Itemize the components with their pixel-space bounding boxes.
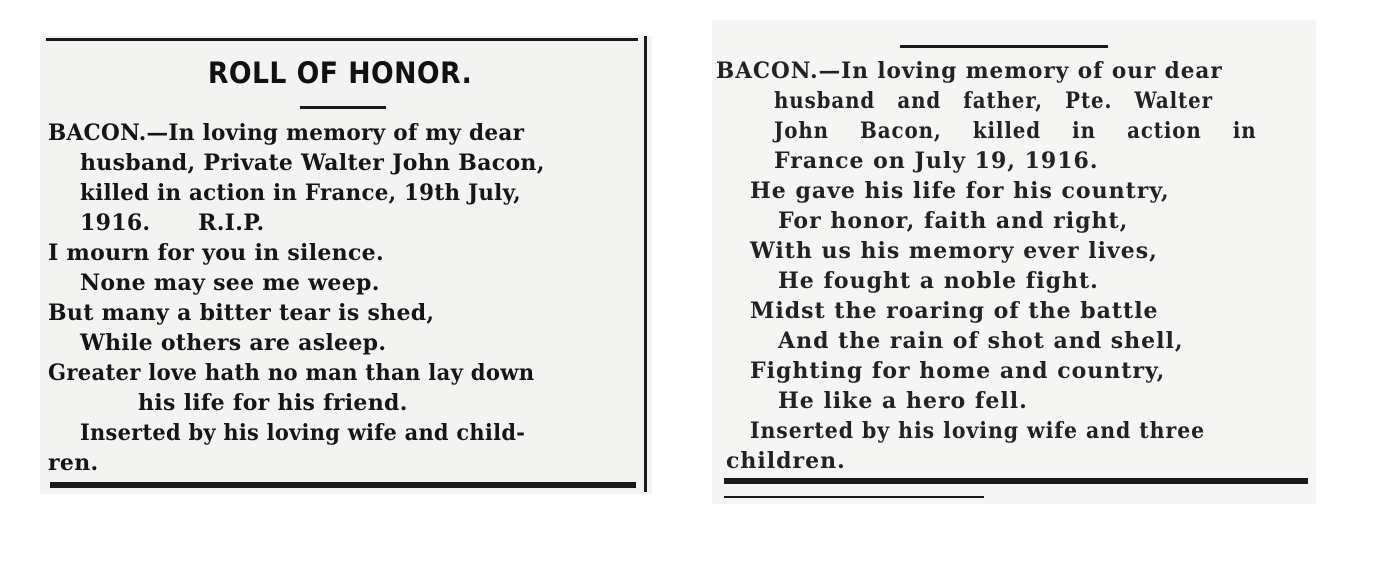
verse-line: He like a hero fell. [778, 388, 1028, 414]
bottom-rule [50, 482, 636, 488]
column-divider [644, 36, 647, 492]
notice-line: husband and father, Pte. Walter [774, 88, 1213, 114]
notice-line: 1916. R.I.P. [80, 210, 265, 236]
scripture-line: his life for his friend. [138, 390, 408, 416]
notice-line: John Bacon, killed in action in [774, 118, 1257, 144]
left-newspaper-clipping [40, 36, 652, 494]
verse-line: Midst the roaring of the battle [750, 298, 1159, 324]
verse-line: He gave his life for his country, [750, 178, 1170, 204]
roll-of-honor-heading: ROLL OF HONOR. [207, 56, 473, 90]
verse-line: I mourn for you in silence. [48, 240, 384, 266]
verse-line: With us his memory ever lives, [750, 238, 1158, 264]
bottom-rule [724, 478, 1308, 484]
verse-line: For honor, faith and right, [778, 208, 1129, 234]
top-rule [46, 38, 638, 41]
verse-line: While others are asleep. [80, 330, 387, 356]
verse-line: None may see me weep. [80, 270, 380, 296]
verse-line: Fighting for home and country, [750, 358, 1166, 384]
notice-line: BACON.—In loving memory of our dear [716, 58, 1223, 84]
top-rule [900, 45, 1108, 48]
notice-line: killed in action in France, 19th July, [80, 180, 521, 206]
inserted-by-line: Inserted by his loving wife and three [750, 418, 1206, 444]
notice-line: France on July 19, 1916. [774, 148, 1099, 174]
inserted-by-line: Inserted by his loving wife and child- [80, 420, 526, 446]
right-newspaper-clipping [712, 20, 1316, 504]
verse-line: And the rain of shot and shell, [778, 328, 1184, 354]
notice-line: husband, Private Walter John Bacon, [80, 150, 545, 176]
notice-line: BACON.—In loving memory of my dear [48, 120, 525, 146]
inserted-by-line: ren. [48, 450, 99, 476]
verse-line: But many a bitter tear is shed, [48, 300, 435, 326]
bottom-thin-rule [724, 496, 984, 498]
heading-underline [300, 106, 386, 109]
inserted-by-line: children. [726, 448, 846, 474]
scripture-line: Greater love hath no man than lay down [48, 360, 535, 386]
verse-line: He fought a noble fight. [778, 268, 1099, 294]
